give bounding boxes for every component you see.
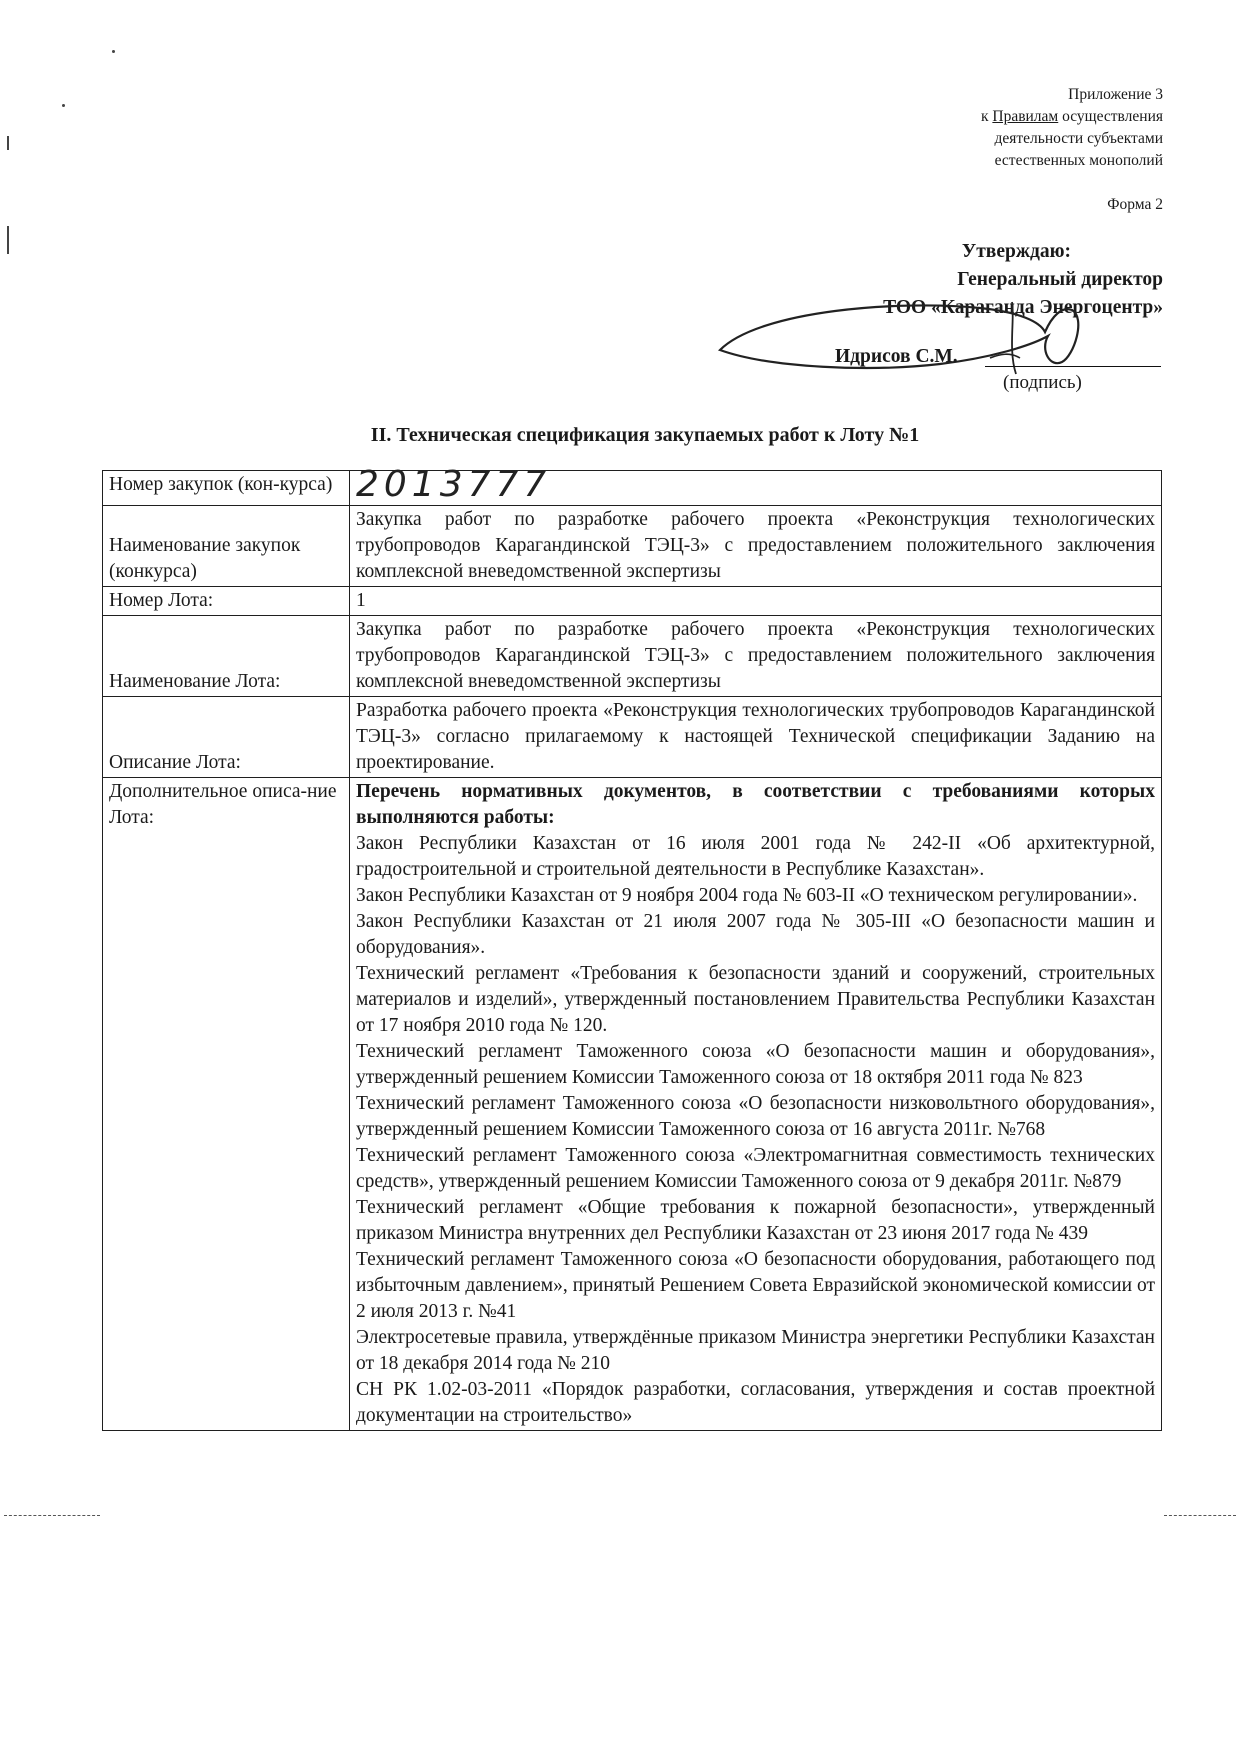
approver-position: Генеральный директор	[957, 269, 1163, 290]
row-label: Дополнительное описа-ние Лота:	[103, 778, 350, 1431]
approval-heading: Утверждаю:	[961, 241, 1071, 262]
signature-line	[985, 366, 1161, 367]
form-number: Форма 2	[1107, 196, 1163, 213]
row-value: Разработка рабочего проекта «Реконструкция технологических трубопроводов Карагандинской ТЭЦ-3» согласно прилагаемому к настоящей Технической спецификации Заданию на проектирование.	[350, 697, 1162, 778]
document-title: II. Техническая спецификация закупаемых работ к Лоту №1	[370, 424, 920, 446]
table-row	[103, 506, 1162, 587]
scan-margin-mark	[7, 226, 9, 254]
table-row	[103, 616, 1162, 697]
procurement-number-handwritten: 2013777	[356, 464, 552, 505]
approver-company: ТОО «Караганда Энергоцентр»	[883, 297, 1163, 318]
normative-document-item: Электросетевые правила, утверждённые приказом Министра энергетики Республики Казахстан от 18 декабря 2014 года № 210	[356, 1327, 1155, 1374]
row-value: 1	[350, 587, 1162, 616]
documents-heading: Перечень нормативных документов, в соответствии с требованиями которых выполняются работы:	[356, 781, 1155, 828]
normative-document-item: СН РК 1.02-03-2011 «Порядок разработки, согласования, утверждения и состав проектной документации на строительство»	[356, 1379, 1155, 1426]
row-label: Номер Лота:	[103, 587, 350, 616]
appendix-line: Приложение 3	[1068, 86, 1163, 103]
documents-list	[356, 831, 1155, 1429]
table-row	[103, 778, 1162, 1431]
row-value: Закупка работ по разработке рабочего проекта «Реконструкция технологических трубопроводов Карагандинской ТЭЦ-3» с предоставлением положительного заключения комплексной вневедомственной экспертизы	[350, 616, 1162, 697]
row-label: Наименование закупок (конкурса)	[103, 506, 350, 587]
rules-link[interactable]: Правилам	[992, 108, 1059, 125]
appendix-line: деятельности субъектами	[994, 130, 1163, 147]
table-row	[103, 587, 1162, 616]
normative-document-item: Технический регламент «Требования к безопасности зданий и сооружений, строительных материалов и изделий», утвержденный постановлением Правительства Республики Казахстан от 17 ноября 2010 года № 120.	[356, 963, 1155, 1036]
appendix-prefix: к	[980, 108, 989, 125]
scan-speck	[62, 104, 65, 107]
normative-document-item: Технический регламент Таможенного союза «О безопасности низковольтного оборудования», утвержденный решением Комиссии Таможенного союза от 16 августа 2011г. №768	[356, 1093, 1155, 1140]
row-label: Описание Лота:	[103, 697, 350, 778]
row-label: Номер закупок (кон-курса)	[103, 471, 350, 506]
appendix-line: естественных монополий	[994, 152, 1163, 169]
appendix-reference	[880, 84, 1163, 172]
row-label: Наименование Лота:	[103, 616, 350, 697]
appendix-line	[880, 106, 1163, 128]
scan-speck	[112, 50, 115, 53]
table-row	[103, 697, 1162, 778]
specification-table	[102, 464, 1162, 1431]
row-value: Закупка работ по разработке рабочего проекта «Реконструкция технологических трубопроводов Карагандинской ТЭЦ-3» с предоставлением положительного заключения комплексной вневедомственной экспертизы	[350, 506, 1162, 587]
signature-caption: (подпись)	[1003, 372, 1082, 393]
appendix-line-tail: осуществления	[1062, 108, 1163, 125]
normative-document-item: Закон Республики Казахстан от 16 июля 2001 года № 242-II «Об архитектурной, градостроительной и строительной деятельности в Республике Казахстан».	[356, 833, 1155, 880]
procurement-number	[350, 464, 1162, 506]
scan-dash-left	[4, 1515, 100, 1516]
normative-document-item: Закон Республики Казахстан от 21 июля 2007 года № 305-III «О безопасности машин и оборудования».	[356, 911, 1155, 958]
normative-documents-cell	[350, 778, 1162, 1431]
signer-name: Идрисов С.М.	[835, 346, 958, 367]
normative-document-item: Технический регламент Таможенного союза «О безопасности машин и оборудования», утвержденный решением Комиссии Таможенного союза от 18 октября 2011 года № 823	[356, 1041, 1155, 1088]
normative-document-item: Технический регламент Таможенного союза «Электромагнитная совместимость технических средств», утвержденный решением Комиссии Таможенного союза от 9 декабря 2011г. №879	[356, 1145, 1155, 1192]
normative-document-item: Технический регламент «Общие требования к пожарной безопасности», утвержденный приказом Министра внутренних дел Республики Казахстан от 23 июня 2017 года № 439	[356, 1197, 1155, 1244]
scan-margin-mark	[7, 136, 9, 150]
normative-document-item: Закон Республики Казахстан от 9 ноября 2004 года № 603-II «О техническом регулировании».	[356, 885, 1138, 906]
scan-dash-right	[1164, 1515, 1236, 1516]
handwritten-signature	[690, 288, 1160, 388]
normative-document-item: Технический регламент Таможенного союза «О безопасности оборудования, работающего под избыточным давлением», принятый Решением Совета Евразийской экономической комиссии от 2 июля 2013 г. №41	[356, 1249, 1155, 1322]
table-row	[103, 471, 1162, 506]
